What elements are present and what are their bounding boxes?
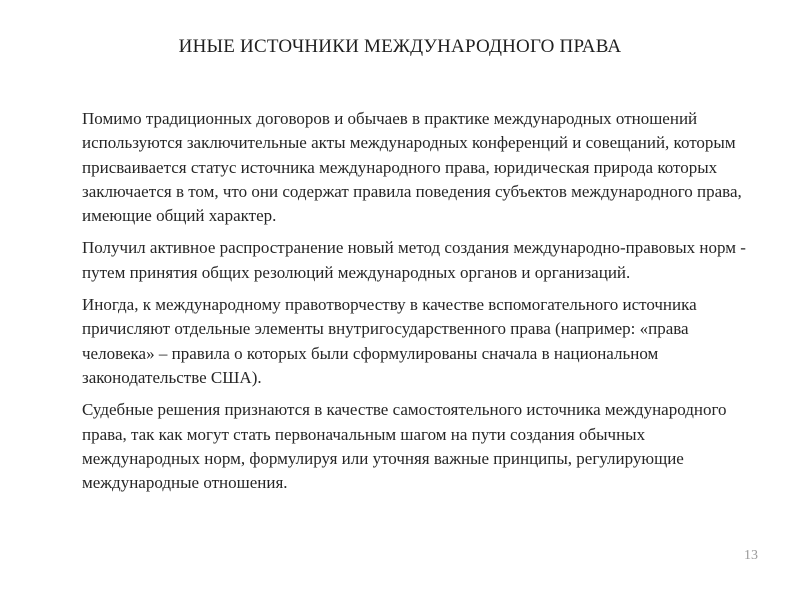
paragraph-2: Получил активное распространение новый метод создания международно-правовых норм - путем принятия общих резолюций международных органов и организаций.	[82, 238, 746, 282]
paragraph-3: Иногда, к международному правотворчеству в качестве вспомогательного источника причисляют отдельные элементы внутригосударственного права (например: «права человека» – правила о которых были сформулированы сначала в национальном законодательстве США).	[82, 295, 697, 387]
slide-body	[82, 107, 750, 503]
page-title: ИНЫЕ ИСТОЧНИКИ МЕЖДУНАРОДНОГО ПРАВА	[178, 36, 622, 57]
paragraph-1: Помимо традиционных договоров и обычаев в практике международных отношений используются заключительные акты международных конференций и совещаний, которым присваивается статус источника международного права, юридическая природа которых заключается в том, что они содержат правила поведения субъектов международного права, имеющие общий характер.	[82, 109, 742, 226]
paragraph-4: Судебные решения признаются в качестве самостоятельного источника международного права, так как могут стать первоначальным шагом на пути создания обычных международных норм, формулируя или уточняя важные принципы, регулирующие международные отношения.	[82, 400, 727, 493]
page-number: 13	[744, 548, 758, 563]
